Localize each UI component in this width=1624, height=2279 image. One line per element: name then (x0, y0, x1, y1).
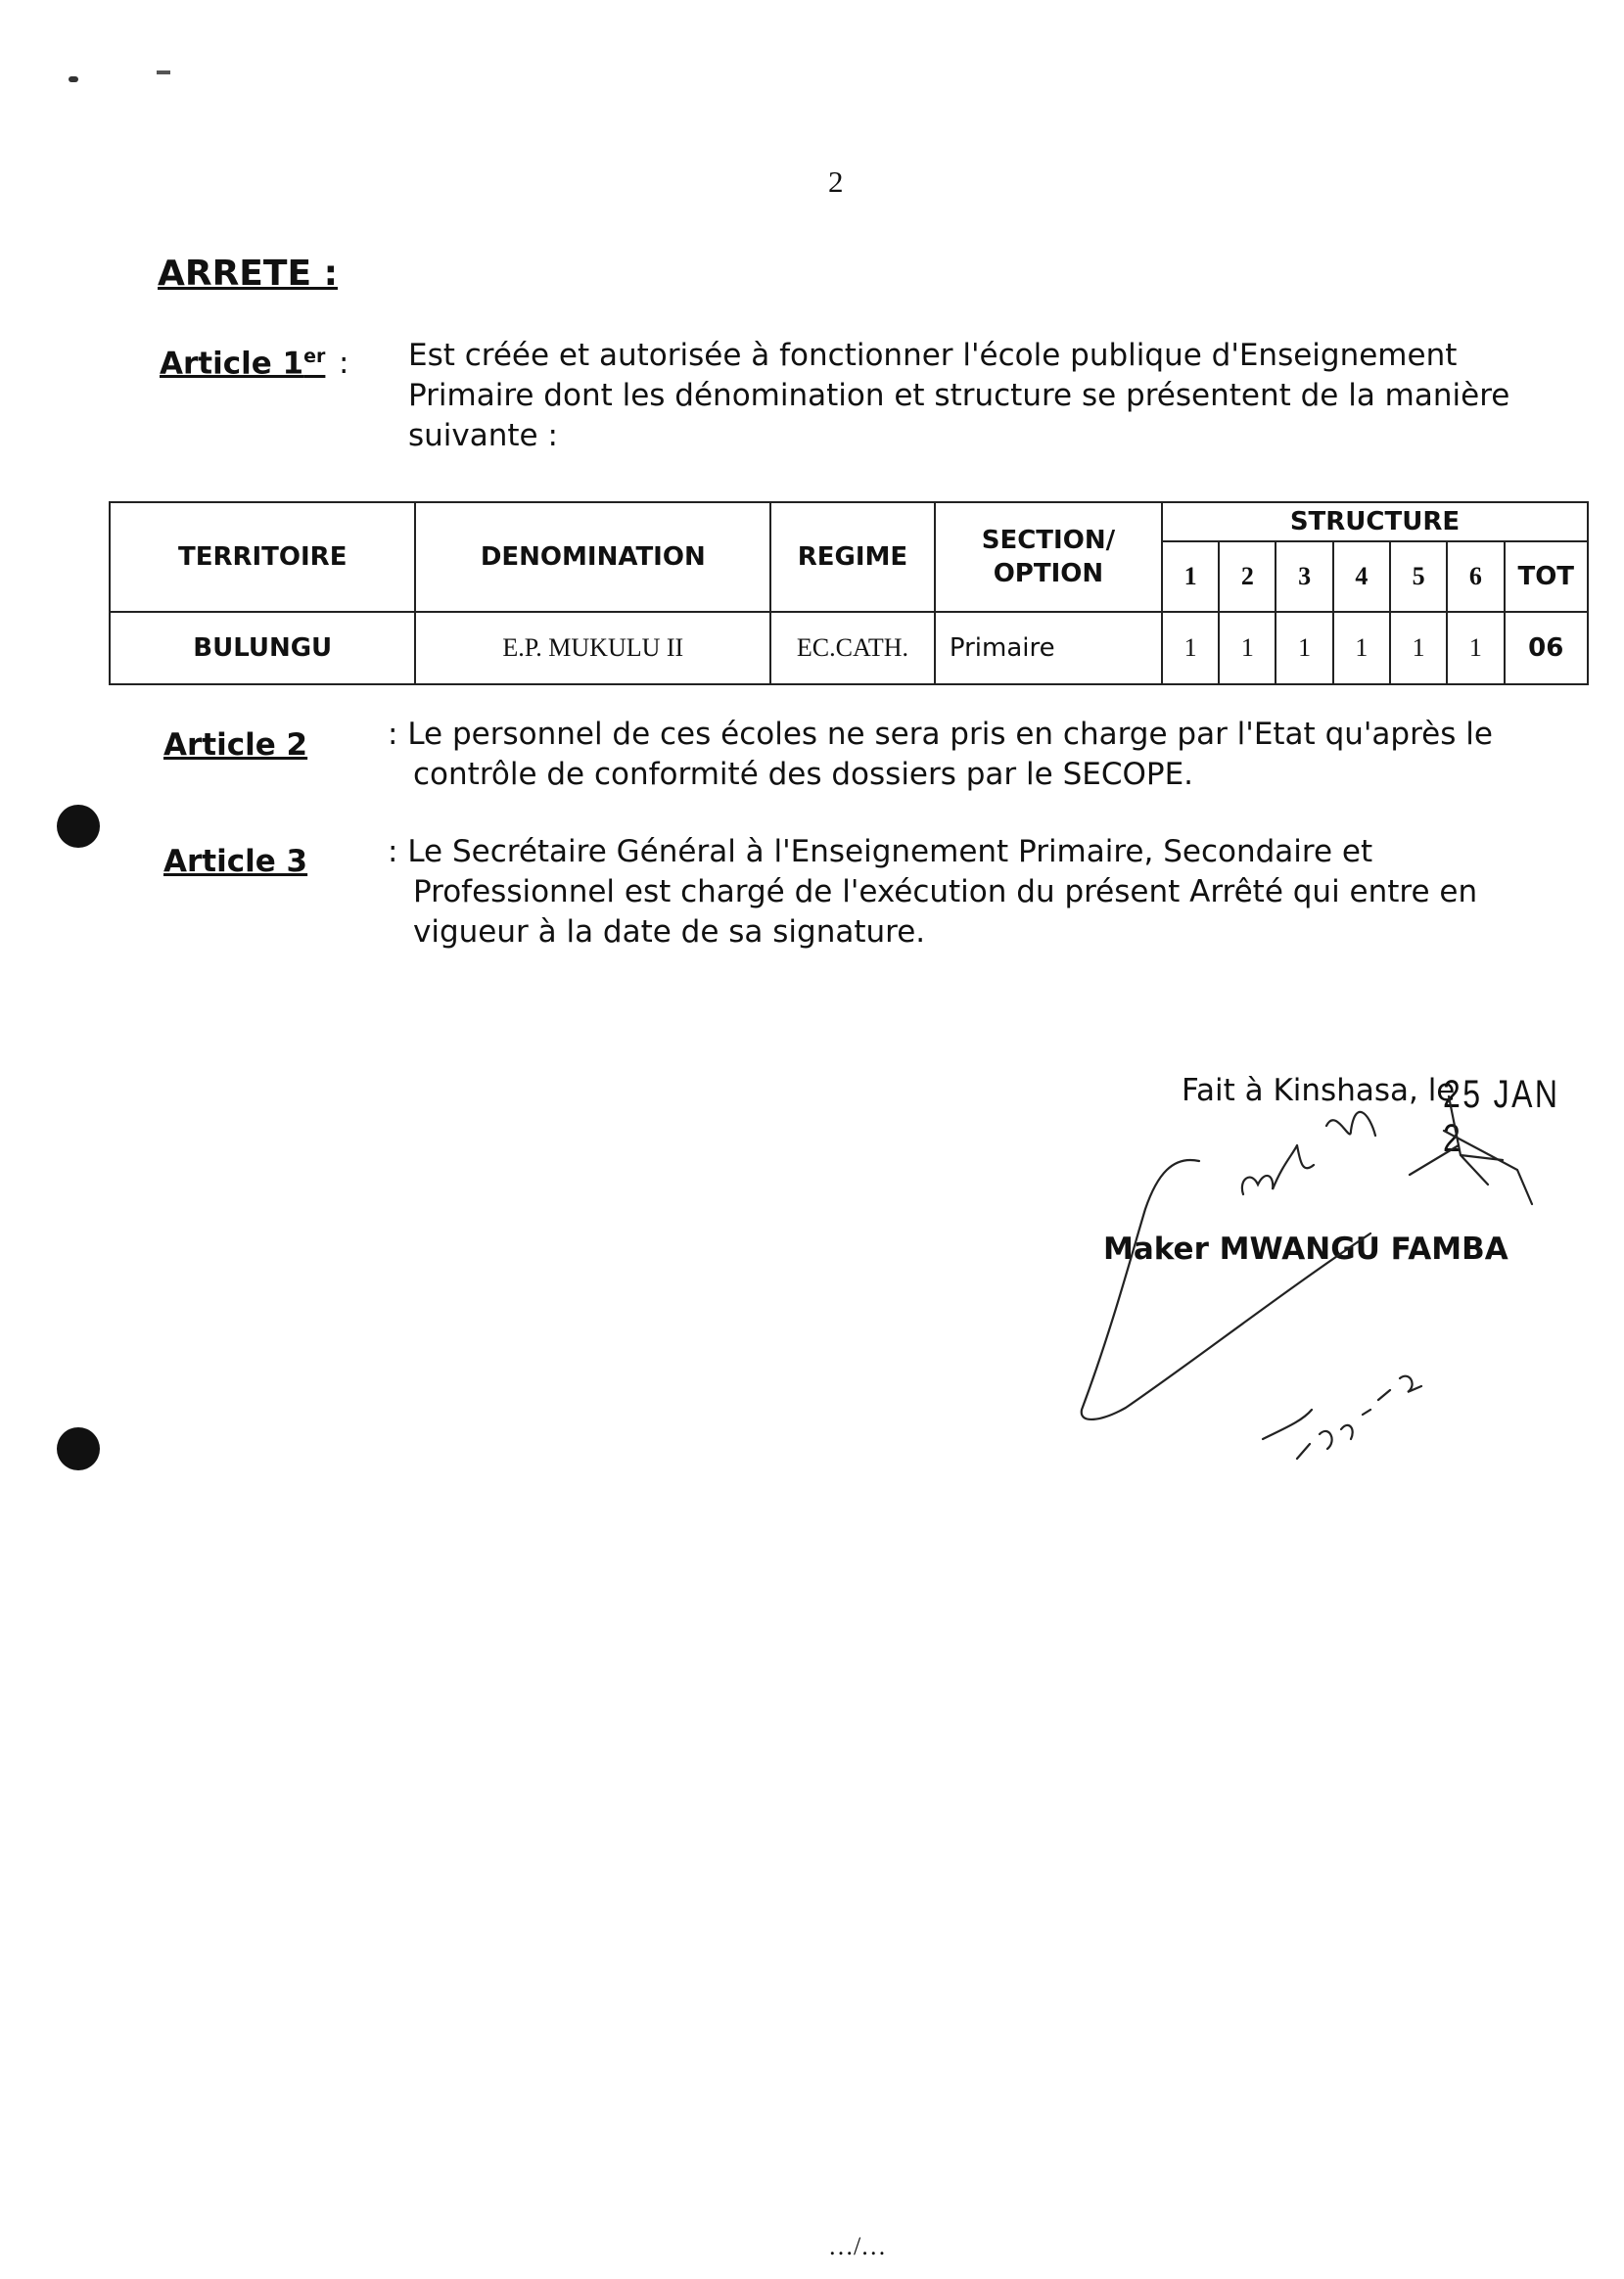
cell-regime: EC.CATH. (770, 612, 935, 684)
article-1-label: Article 1er (160, 346, 326, 382)
cell-class-2: 1 (1219, 612, 1276, 684)
header-class-4: 4 (1333, 541, 1390, 612)
cell-section: Primaire (935, 612, 1162, 684)
article-1-text: Est créée et autorisée à fonctionner l'école publique d'Enseignement Primaire dont les dénomination et structure se présentent de la manière suivante : (408, 338, 1510, 453)
continuation-marker: …/… (828, 2232, 887, 2260)
cell-territoire: BULUNGU (110, 612, 415, 684)
cell-denomination: E.P. MUKULU II (415, 612, 770, 684)
article-2-text: : Le personnel de ces écoles ne sera pris en charge par l'Etat qu'après le contrôle de conformité des dossiers par le SECOPE. (388, 717, 1493, 792)
article-3-label: Article 3 (163, 844, 308, 879)
header-class-5: 5 (1390, 541, 1447, 612)
cell-class-6: 1 (1447, 612, 1504, 684)
header-territoire: TERRITOIRE (110, 502, 415, 612)
article-3-text: : Le Secrétaire Général à l'Enseignement Primaire, Secondaire et Professionnel est chargé de l'exécution du présent Arrêté qui entre en vigueur à la date de sa signature. (388, 834, 1478, 950)
cell-tot: 06 (1505, 612, 1588, 684)
date-stamp: 25 JAN 2 (1443, 1073, 1560, 1160)
article-2-label: Article 2 (163, 727, 308, 763)
handwritten-signature (1057, 1038, 1566, 1468)
article-1-colon: : (339, 346, 349, 381)
signer-name: Maker MWANGU FAMBA (1103, 1232, 1508, 1267)
table-row (110, 612, 1588, 684)
arrete-heading: ARRETE : (158, 254, 338, 294)
header-regime: REGIME (770, 502, 935, 612)
scan-speck (69, 76, 78, 82)
cell-class-1: 1 (1162, 612, 1219, 684)
article-2-colon: : (388, 717, 398, 752)
place-date-label: Fait à Kinshasa, le (1182, 1073, 1456, 1108)
punch-hole-bottom (57, 1427, 100, 1470)
header-tot: TOT (1505, 541, 1588, 612)
cell-class-3: 1 (1276, 612, 1332, 684)
cell-class-5: 1 (1390, 612, 1447, 684)
header-class-2: 2 (1219, 541, 1276, 612)
punch-hole-top (57, 805, 100, 848)
header-class-1: 1 (1162, 541, 1219, 612)
cell-class-4: 1 (1333, 612, 1390, 684)
header-class-6: 6 (1447, 541, 1504, 612)
header-denomination: DENOMINATION (415, 502, 770, 612)
article-3-colon: : (388, 834, 398, 869)
scan-speck (157, 70, 170, 74)
header-section-option: SECTION/ OPTION (935, 502, 1162, 612)
header-structure: STRUCTURE (1162, 502, 1588, 541)
structure-table (109, 501, 1589, 685)
header-class-3: 3 (1276, 541, 1332, 612)
page-number: 2 (828, 164, 844, 199)
